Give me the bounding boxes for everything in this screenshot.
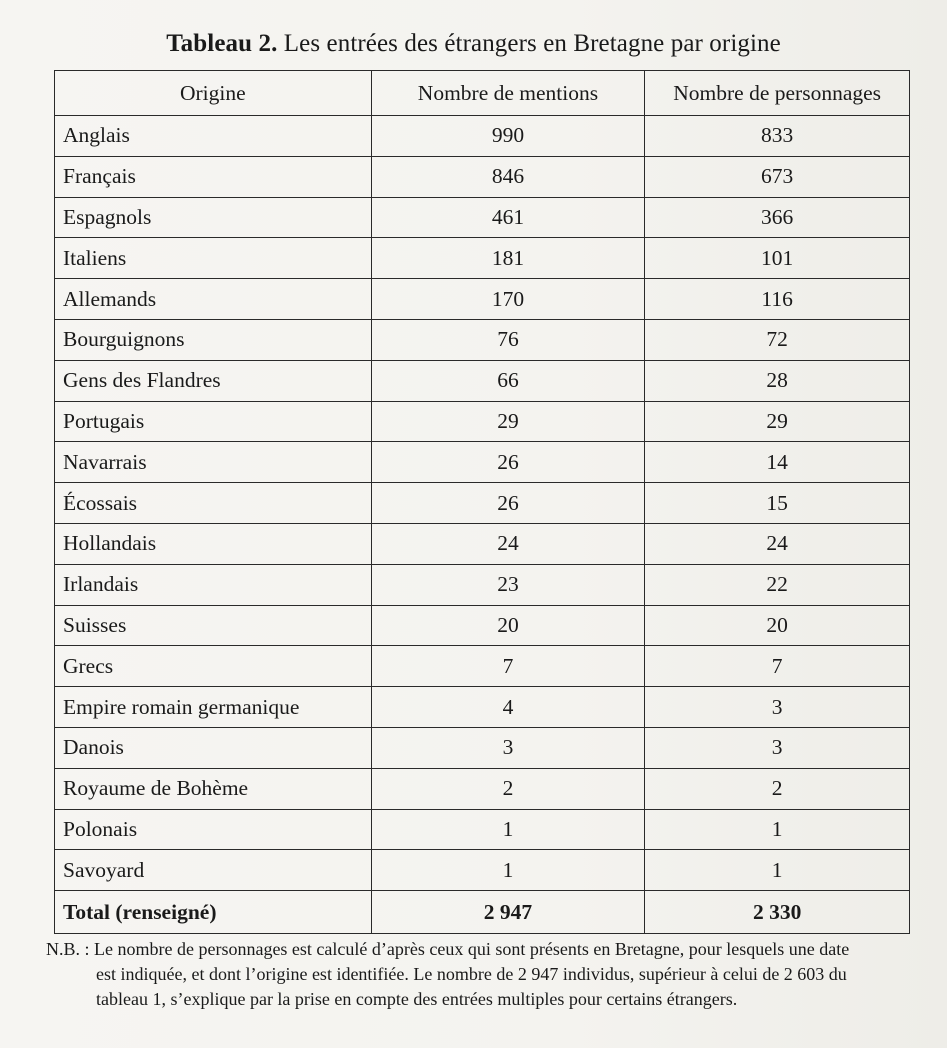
cell-mentions: 181 (371, 238, 645, 279)
cell-origine: Savoyard (55, 850, 372, 891)
cell-personnages: 2 (645, 768, 910, 809)
table-row (55, 727, 910, 768)
total-personnages: 2 330 (645, 891, 910, 934)
footnote (46, 937, 916, 1012)
cell-personnages: 72 (645, 319, 910, 360)
cell-personnages: 7 (645, 646, 910, 687)
cell-mentions: 1 (371, 850, 645, 891)
cell-personnages: 1 (645, 809, 910, 850)
table-row (55, 197, 910, 238)
cell-origine: Navarrais (55, 442, 372, 483)
cell-personnages: 22 (645, 564, 910, 605)
cell-origine: Irlandais (55, 564, 372, 605)
table-row (55, 687, 910, 728)
footnote-line-2: est indiquée, et dont l’origine est identifiée. Le nombre de 2 947 individus, supérieur à celui de 2 603 du (96, 964, 847, 984)
cell-personnages: 15 (645, 483, 910, 524)
cell-personnages: 833 (645, 116, 910, 157)
cell-personnages: 673 (645, 156, 910, 197)
cell-mentions: 29 (371, 401, 645, 442)
table-row (55, 809, 910, 850)
total-row (55, 891, 910, 934)
footnote-line-3: tableau 1, s’explique par la prise en compte des entrées multiples pour certains étrangers. (96, 989, 738, 1009)
cell-personnages: 3 (645, 687, 910, 728)
cell-personnages: 24 (645, 523, 910, 564)
cell-personnages: 366 (645, 197, 910, 238)
cell-origine: Hollandais (55, 523, 372, 564)
table-row (55, 605, 910, 646)
table-body (55, 116, 910, 891)
table-row (55, 564, 910, 605)
cell-personnages: 1 (645, 850, 910, 891)
table-header-row (55, 71, 910, 116)
cell-origine: Écossais (55, 483, 372, 524)
cell-personnages: 29 (645, 401, 910, 442)
cell-mentions: 26 (371, 442, 645, 483)
table-title-text: Les entrées des étrangers en Bretagne par origine (277, 30, 781, 57)
table-row (55, 483, 910, 524)
cell-origine: Bourguignons (55, 319, 372, 360)
cell-mentions: 24 (371, 523, 645, 564)
cell-mentions: 76 (371, 319, 645, 360)
header-personnages: Nombre de personnages (645, 71, 910, 116)
cell-mentions: 66 (371, 360, 645, 401)
table-row (55, 156, 910, 197)
table-row (55, 523, 910, 564)
origin-table (54, 70, 910, 934)
cell-mentions: 4 (371, 687, 645, 728)
cell-origine: Empire romain germanique (55, 687, 372, 728)
total-mentions: 2 947 (371, 891, 645, 934)
cell-mentions: 7 (371, 646, 645, 687)
table-row (55, 401, 910, 442)
cell-personnages: 28 (645, 360, 910, 401)
footnote-line-1: N.B. : Le nombre de personnages est calculé d’après ceux qui sont présents en Bretagne, pour lesquels une date (46, 939, 850, 959)
table-row (55, 360, 910, 401)
cell-personnages: 101 (645, 238, 910, 279)
cell-origine: Allemands (55, 279, 372, 320)
cell-origine: Polonais (55, 809, 372, 850)
cell-mentions: 846 (371, 156, 645, 197)
cell-mentions: 26 (371, 483, 645, 524)
cell-personnages: 116 (645, 279, 910, 320)
cell-personnages: 20 (645, 605, 910, 646)
total-label: Total (renseigné) (55, 891, 372, 934)
cell-mentions: 461 (371, 197, 645, 238)
cell-mentions: 3 (371, 727, 645, 768)
table-row (55, 646, 910, 687)
table-row (55, 850, 910, 891)
cell-origine: Gens des Flandres (55, 360, 372, 401)
cell-mentions: 2 (371, 768, 645, 809)
cell-mentions: 1 (371, 809, 645, 850)
cell-origine: Anglais (55, 116, 372, 157)
table-title (0, 30, 947, 58)
cell-personnages: 14 (645, 442, 910, 483)
cell-personnages: 3 (645, 727, 910, 768)
table-row (55, 768, 910, 809)
cell-mentions: 23 (371, 564, 645, 605)
header-origine: Origine (55, 71, 372, 116)
cell-mentions: 20 (371, 605, 645, 646)
header-mentions: Nombre de mentions (371, 71, 645, 116)
cell-origine: Grecs (55, 646, 372, 687)
table-row (55, 319, 910, 360)
cell-origine: Royaume de Bohème (55, 768, 372, 809)
cell-origine: Français (55, 156, 372, 197)
cell-mentions: 170 (371, 279, 645, 320)
table-row (55, 279, 910, 320)
cell-origine: Suisses (55, 605, 372, 646)
table-row (55, 238, 910, 279)
table-row (55, 116, 910, 157)
cell-origine: Portugais (55, 401, 372, 442)
cell-mentions: 990 (371, 116, 645, 157)
table-title-number: Tableau 2. (166, 30, 278, 57)
cell-origine: Danois (55, 727, 372, 768)
cell-origine: Espagnols (55, 197, 372, 238)
table-row (55, 442, 910, 483)
cell-origine: Italiens (55, 238, 372, 279)
